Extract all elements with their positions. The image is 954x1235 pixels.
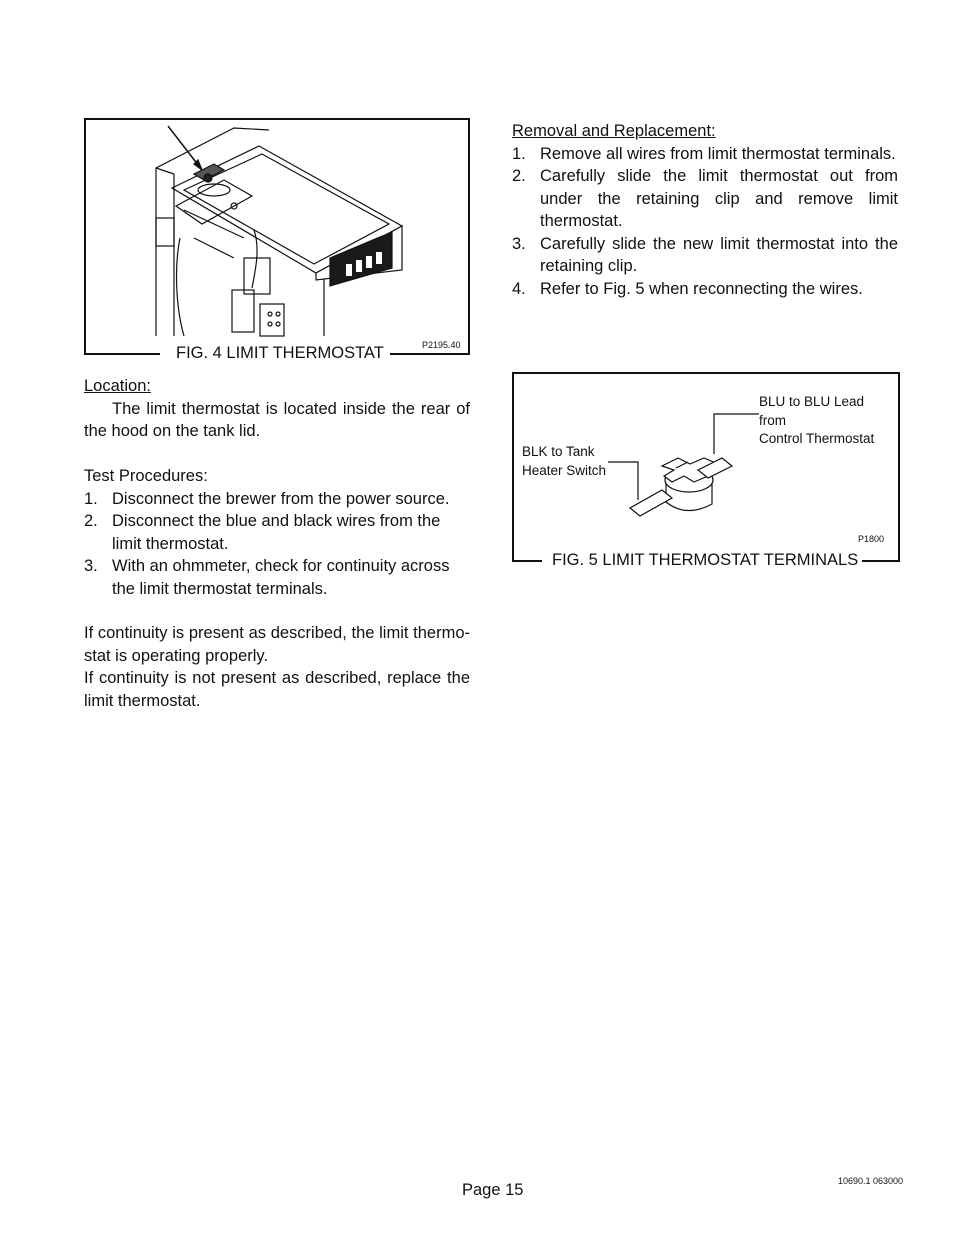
brewer-illustration bbox=[84, 118, 468, 340]
list-item: 3. Carefully slide the new limit thermostat into the retaining clip. bbox=[512, 234, 898, 275]
blu-lead-label: BLU to BLU Lead from Control Thermostat bbox=[759, 394, 875, 446]
figure-4-caption: FIG. 4 LIMIT THERMOSTAT bbox=[172, 342, 388, 364]
blk-tank-label: BLK to Tank Heater Switch bbox=[522, 444, 607, 478]
removal-section bbox=[512, 120, 898, 300]
figure-4 bbox=[84, 118, 468, 362]
thermostat-terminals-illustration bbox=[512, 372, 896, 542]
page-number: Page 15 bbox=[462, 1181, 524, 1199]
result-continuity-absent: If continuity is not present as described, replace the limit thermostat. bbox=[84, 669, 470, 710]
list-item: 3. With an ohmmeter, check for continuity across the limit thermostat terminals. bbox=[84, 557, 450, 598]
test-results bbox=[84, 622, 470, 712]
list-item: 1. Disconnect the brewer from the power source. bbox=[84, 489, 450, 508]
list-item: 1. Remove all wires from limit thermostat terminals. bbox=[512, 144, 896, 163]
location-body: The limit thermostat is located inside the rear of the hood on the tank lid. bbox=[84, 399, 470, 440]
test-procedures-list bbox=[84, 488, 470, 601]
test-procedures-heading: Test Procedures: bbox=[84, 467, 208, 485]
figure-5-part-number: P1800 bbox=[858, 534, 885, 544]
figure-4-part-number: P2195.40 bbox=[422, 340, 461, 350]
result-continuity-present: If continuity is present as described, the limit thermo-stat is operating properly. bbox=[84, 624, 470, 665]
figure-5 bbox=[512, 372, 898, 569]
location-section bbox=[84, 375, 470, 443]
document-code: 10690.1 063000 bbox=[838, 1176, 904, 1186]
removal-heading: Removal and Replacement: bbox=[512, 122, 716, 140]
list-item: 2. Carefully slide the limit thermostat out from under the retaining clip and remove limit thermostat. bbox=[512, 167, 898, 230]
list-item: 4. Refer to Fig. 5 when reconnecting the wires. bbox=[512, 279, 863, 298]
location-heading: Location: bbox=[84, 377, 151, 395]
removal-list bbox=[512, 143, 898, 301]
test-procedures-section bbox=[84, 465, 470, 600]
list-item: 2. Disconnect the blue and black wires from the limit thermostat. bbox=[84, 512, 441, 553]
figure-5-caption: FIG. 5 LIMIT THERMOSTAT TERMINALS bbox=[548, 549, 862, 571]
